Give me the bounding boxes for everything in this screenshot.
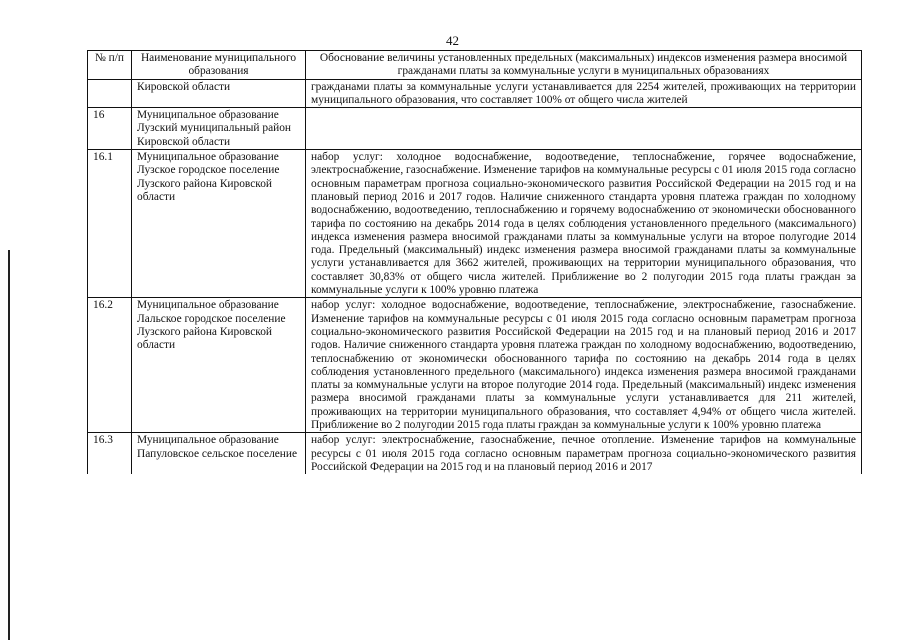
table-row (88, 150, 862, 298)
row-municipality-name: Муниципальное образование Лузский муниципальный район Кировской области (132, 108, 306, 150)
row-number: 16.1 (88, 150, 132, 298)
row-number: 16 (88, 108, 132, 150)
row-justification: набор услуг: холодное водоснабжение, водоотведение, теплоснабжение, горячее водоснабжение, электроснабжение, газоснабжение. Изменение тарифов на коммунальные ресурсы с 01 июля 2015 года согласно основным параметрам прогноза социально-экономического развития Российской Федерации на 2015 год и на плановый период 2016 и 2017 годов. Наличие сниженного стандарта уровня платежа граждан по холодному водоснабжению, водоотведению, теплоснабжению и горячему водоснабжению от экономически обоснованного тарифа по состоянию на декабрь 2014 года в целях соблюдения установленного предельного (максимального) индекса изменения размера вносимой гражданами платы за коммунальные услуги на второе полугодие 2014 года. Предельный (максимальный) индекс изменения размера вносимой гражданами платы за коммунальные услуги устанавливается для 3662 жителей, проживающих на территории муниципального образования, что составляет 30,83% от общего числа жителей. Приближение во 2 полугодии 2015 года платы граждан за коммунальные услуги к 100% уровню платежа (306, 150, 862, 298)
header-number: № п/п (88, 51, 132, 80)
row-justification: набор услуг: электроснабжение, газоснабжение, печное отопление. Изменение тарифов на коммунальные ресурсы с 01 июля 2015 года согласно основным параметрам прогноза социально-экономического развития Российской Федерации на 2015 год и на плановый период 2016 и 2017 (306, 433, 862, 474)
municipal-index-table (87, 50, 862, 474)
row-municipality-name: Кировской области (132, 79, 306, 108)
header-justification: Обоснование величины установленных предельных (максимальных) индексов изменения размера вносимой гражданами платы за коммунальные услуги в муниципальных образованиях (306, 51, 862, 80)
page-number: 42 (446, 33, 459, 48)
row-municipality-name: Муниципальное образование Лальское городское поселение Лузского района Кировской области (132, 298, 306, 433)
row-number (88, 79, 132, 108)
row-municipality-name: Муниципальное образование Лузское городское поселение Лузского района Кировской области (132, 150, 306, 298)
scan-edge-line (8, 250, 10, 640)
row-justification: набор услуг: холодное водоснабжение, водоотведение, теплоснабжение, электроснабжение, газоснабжение. Изменение тарифов на коммунальные ресурсы с 01 июля 2015 года согласно основным параметрам прогноза социально-экономического развития Российской Федерации на 2015 год и на плановый период 2016 и 2017 годов. Наличие сниженного стандарта уровня платежа граждан по холодному водоснабжению, водоотведению, теплоснабжению от экономически обоснованного тарифа по состоянию на декабрь 2014 года в целях соблюдения установленного предельного (максимального) индекса изменения размера вносимой гражданами платы за коммунальные услуги на второе полугодие 2014 года. Предельный (максимальный) индекс изменения размера вносимой гражданами платы за коммунальные услуги устанавливается для 211 жителей, проживающих на территории муниципального образования, что составляет 4,94% от общего числа жителей. Приближение во 2 полугодии 2015 года платы граждан за коммунальные услуги к 100% уровню платежа (306, 298, 862, 433)
row-number: 16.3 (88, 433, 132, 474)
table-row (88, 79, 862, 108)
table-row (88, 433, 862, 474)
row-justification (306, 108, 862, 150)
header-municipality-name: Наименование муниципального образования (132, 51, 306, 80)
table-row (88, 298, 862, 433)
row-number: 16.2 (88, 298, 132, 433)
table-header-row (88, 51, 862, 80)
row-municipality-name: Муниципальное образование Папуловское сельское поселение (132, 433, 306, 474)
table-row (88, 108, 862, 150)
row-justification: гражданами платы за коммунальные услуги устанавливается для 2254 жителей, проживающих на территории муниципального образования, что составляет 100% от общего числа жителей (306, 79, 862, 108)
